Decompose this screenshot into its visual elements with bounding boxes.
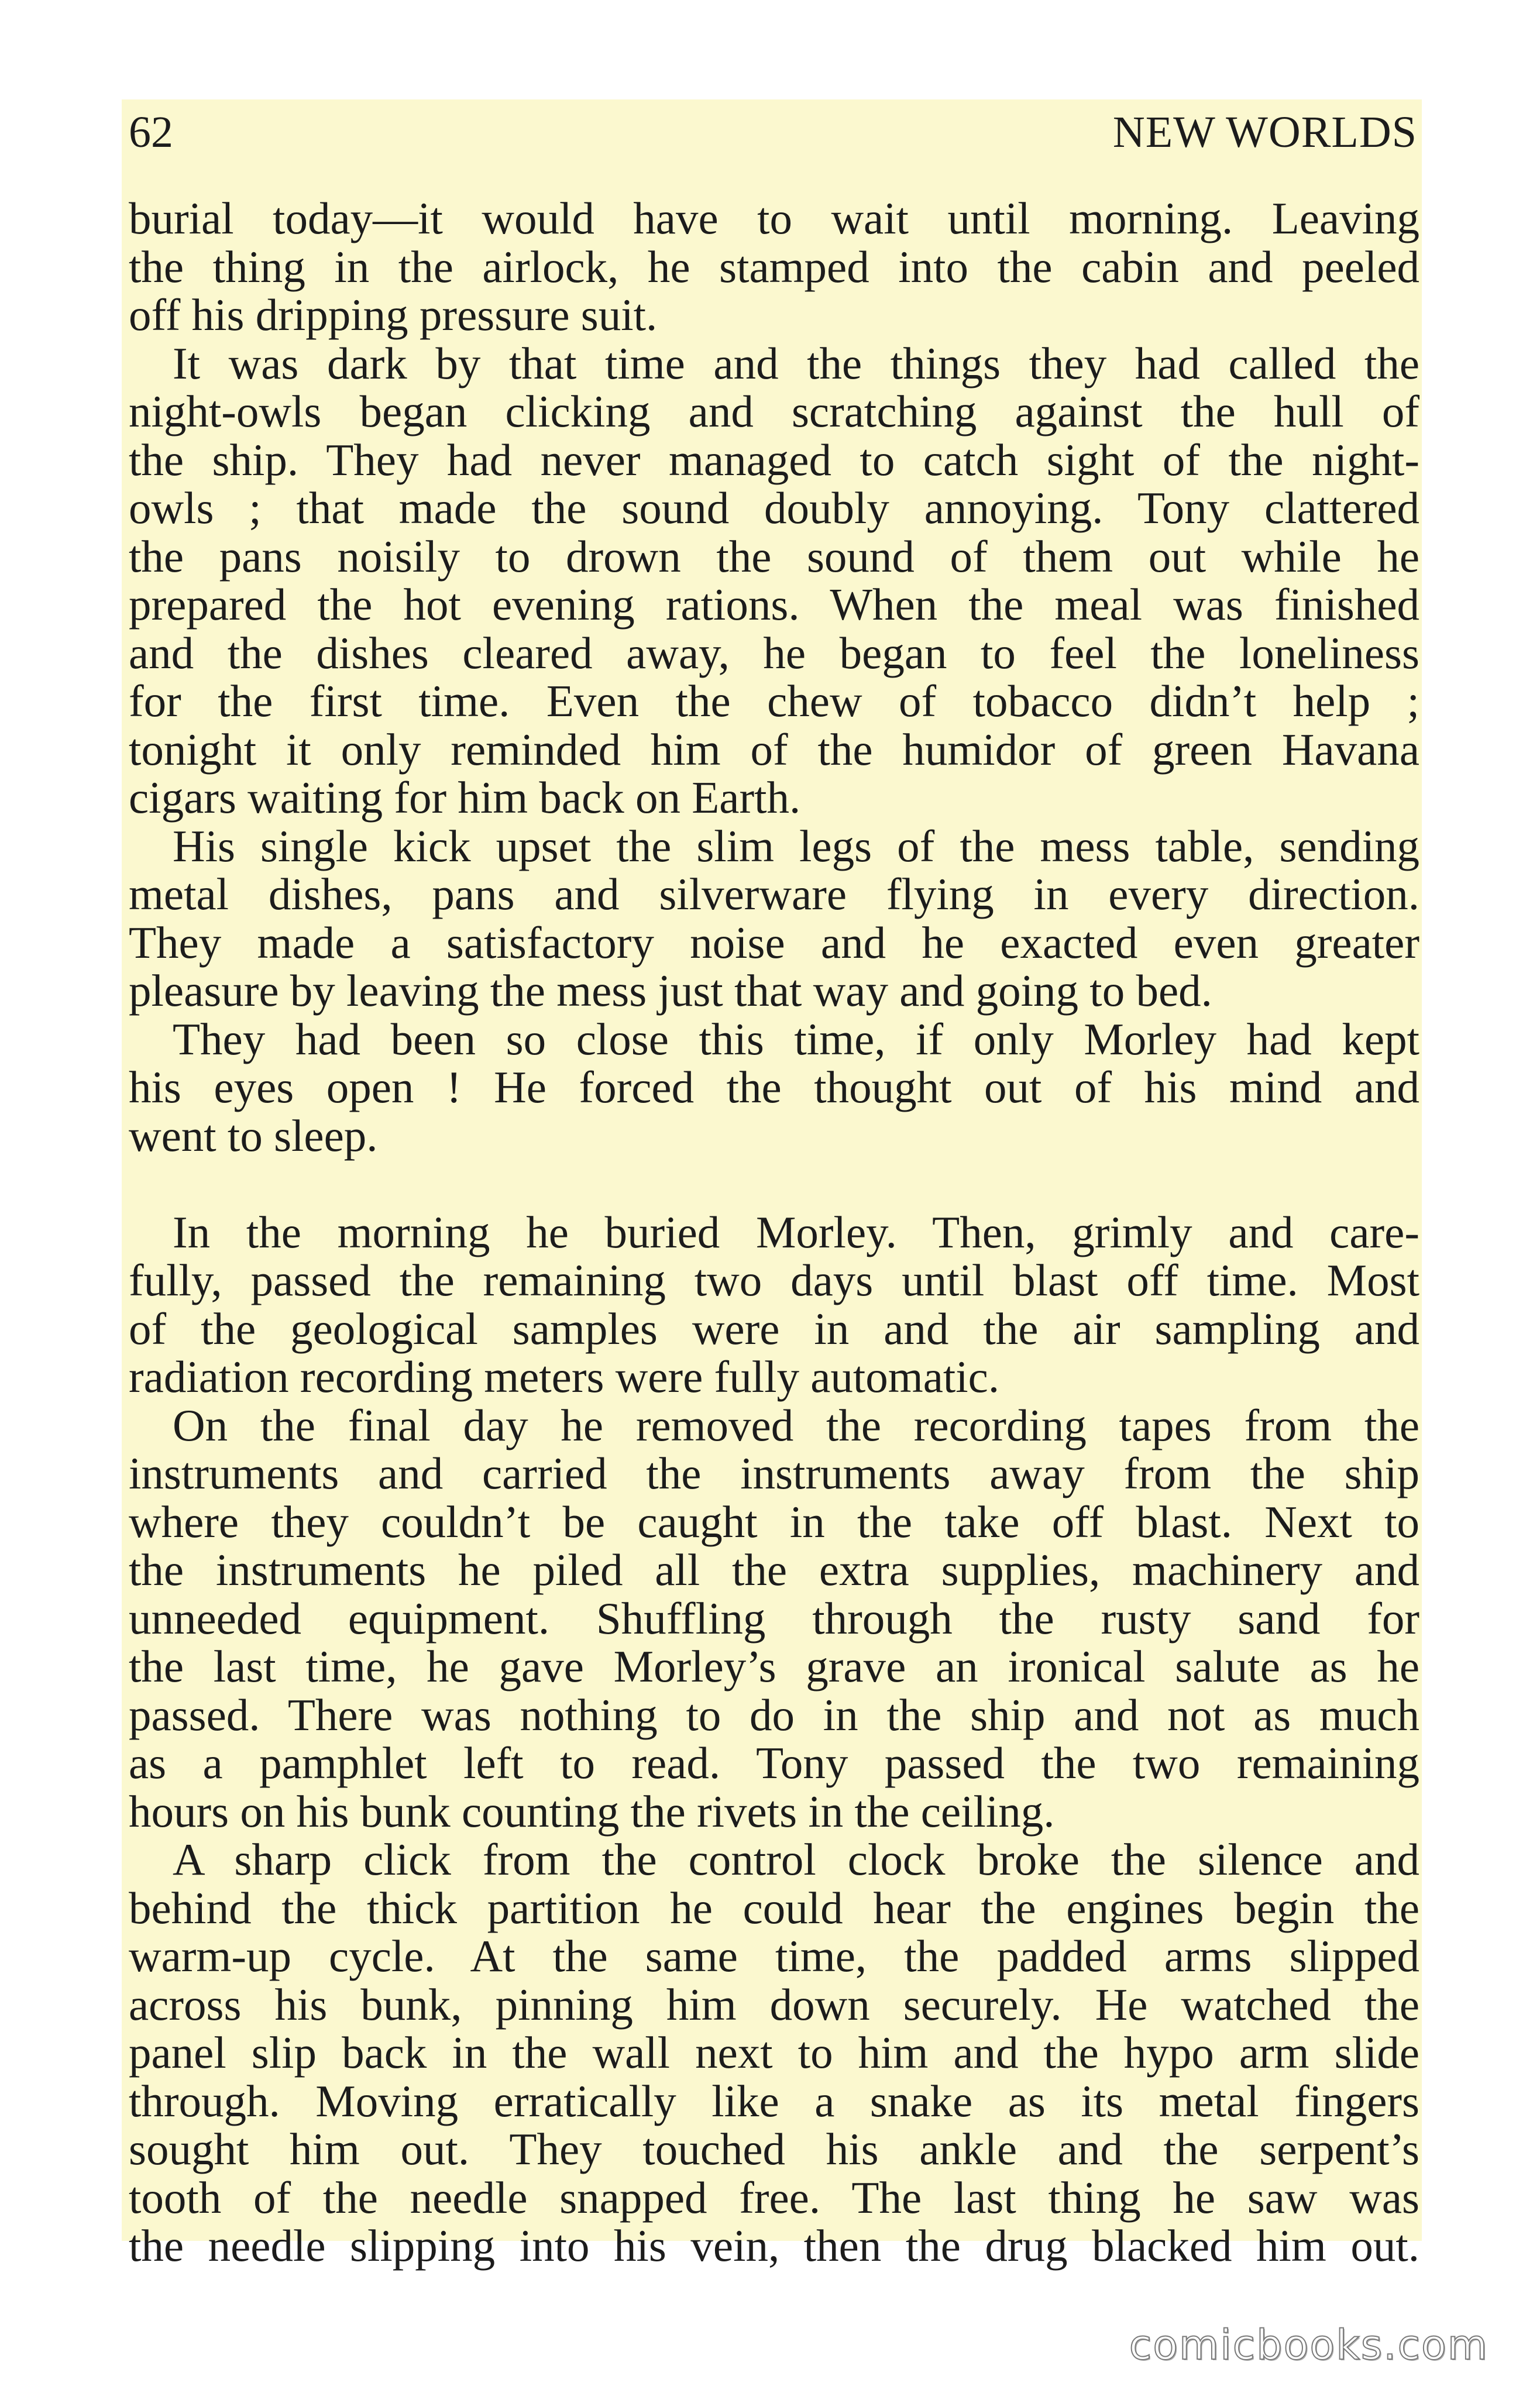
text-line: across his bunk, pinning him down securely. He watched the bbox=[129, 1979, 1419, 2030]
text-line: instruments and carried the instruments away from the ship bbox=[129, 1448, 1419, 1498]
text-line: burial today—it would have to wait until morning. Leaving bbox=[129, 193, 1419, 243]
text-line: the last time, he gave Morley’s grave an ironical salute as he bbox=[129, 1641, 1419, 1691]
text-line: sought him out. They touched his ankle and the serpent’s bbox=[129, 2124, 1419, 2174]
text-line: the pans noisily to drown the sound of them out while he bbox=[129, 531, 1419, 582]
text-line: On the final day he removed the recording tapes from the bbox=[173, 1400, 1419, 1450]
text-line: hours on his bunk counting the rivets in the ceiling. bbox=[129, 1786, 1055, 1837]
text-line: metal dishes, pans and silverware flying in every direction. bbox=[129, 869, 1419, 919]
running-title: NEW WORLDS bbox=[1112, 108, 1417, 157]
text-line: They made a satisfactory noise and he exacted even greater bbox=[129, 917, 1419, 968]
text-line: the instruments he piled all the extra supplies, machinery and bbox=[129, 1545, 1419, 1595]
book-page bbox=[122, 99, 1422, 2271]
body-text bbox=[129, 194, 1419, 2270]
text-line: panel slip back in the wall next to him and the hypo arm slide bbox=[129, 2027, 1419, 2078]
text-line: of the geological samples were in and the air sampling and bbox=[129, 1303, 1419, 1354]
text-line: It was dark by that time and the things they had called the bbox=[173, 338, 1419, 389]
text-line: prepared the hot evening rations. When the meal was finished bbox=[129, 579, 1419, 630]
text-line: where they couldn’t be caught in the take off blast. Next to bbox=[129, 1496, 1419, 1547]
text-line: pleasure by leaving the mess just that way and going to bed. bbox=[129, 965, 1212, 1016]
text-line: owls ; that made the sound doubly annoying. Tony clattered bbox=[129, 483, 1419, 533]
text-line: and the dishes cleared away, he began to feel the loneliness bbox=[129, 627, 1419, 678]
site-watermark: comicbooks.com bbox=[1129, 2321, 1489, 2369]
section-break bbox=[129, 1160, 1419, 1208]
text-line: tonight it only reminded him of the humidor of green Havana bbox=[129, 724, 1419, 775]
page-header bbox=[122, 99, 1422, 164]
text-line: for the first time. Even the chew of tobacco didn’t help ; bbox=[129, 676, 1419, 726]
text-line: They had been so close this time, if only Morley had kept bbox=[173, 1013, 1419, 1064]
page-number: 62 bbox=[129, 108, 173, 157]
text-line: passed. There was nothing to do in the ship and not as much bbox=[129, 1689, 1419, 1740]
text-line: unneeded equipment. Shuffling through the rusty sand for bbox=[129, 1593, 1419, 1644]
text-line: tooth of the needle snapped free. The last thing he saw was bbox=[129, 2172, 1419, 2223]
text-line: the needle slipping into his vein, then the drug blacked him out. bbox=[129, 2220, 1419, 2271]
text-line: off his dripping pressure suit. bbox=[129, 290, 658, 340]
text-line: fully, passed the remaining two days until blast off time. Most bbox=[129, 1255, 1419, 1305]
text-line: his eyes open ! He forced the thought out of his mind and bbox=[129, 1062, 1419, 1112]
text-line: radiation recording meters were fully automatic. bbox=[129, 1352, 1000, 1402]
text-line: as a pamphlet left to read. Tony passed the two remaining bbox=[129, 1738, 1419, 1788]
text-line: behind the thick partition he could hear the engines begin the bbox=[129, 1882, 1419, 1933]
text-line: warm-up cycle. At the same time, the padded arms slipped bbox=[129, 1931, 1419, 1981]
text-line: cigars waiting for him back on Earth. bbox=[129, 772, 801, 823]
text-line: went to sleep. bbox=[129, 1110, 378, 1161]
text-line: night-owls began clicking and scratching against the hull of bbox=[129, 386, 1419, 436]
text-line: A sharp click from the control clock broke the silence and bbox=[173, 1834, 1419, 1885]
text-line: through. Moving erratically like a snake as its metal fingers bbox=[129, 2075, 1419, 2126]
text-line: His single kick upset the slim legs of the mess table, sending bbox=[173, 820, 1419, 871]
text-line: In the morning he buried Morley. Then, grimly and care- bbox=[173, 1206, 1419, 1257]
text-line: the thing in the airlock, he stamped into the cabin and peeled bbox=[129, 241, 1419, 292]
text-line: the ship. They had never managed to catch sight of the night- bbox=[129, 434, 1419, 485]
